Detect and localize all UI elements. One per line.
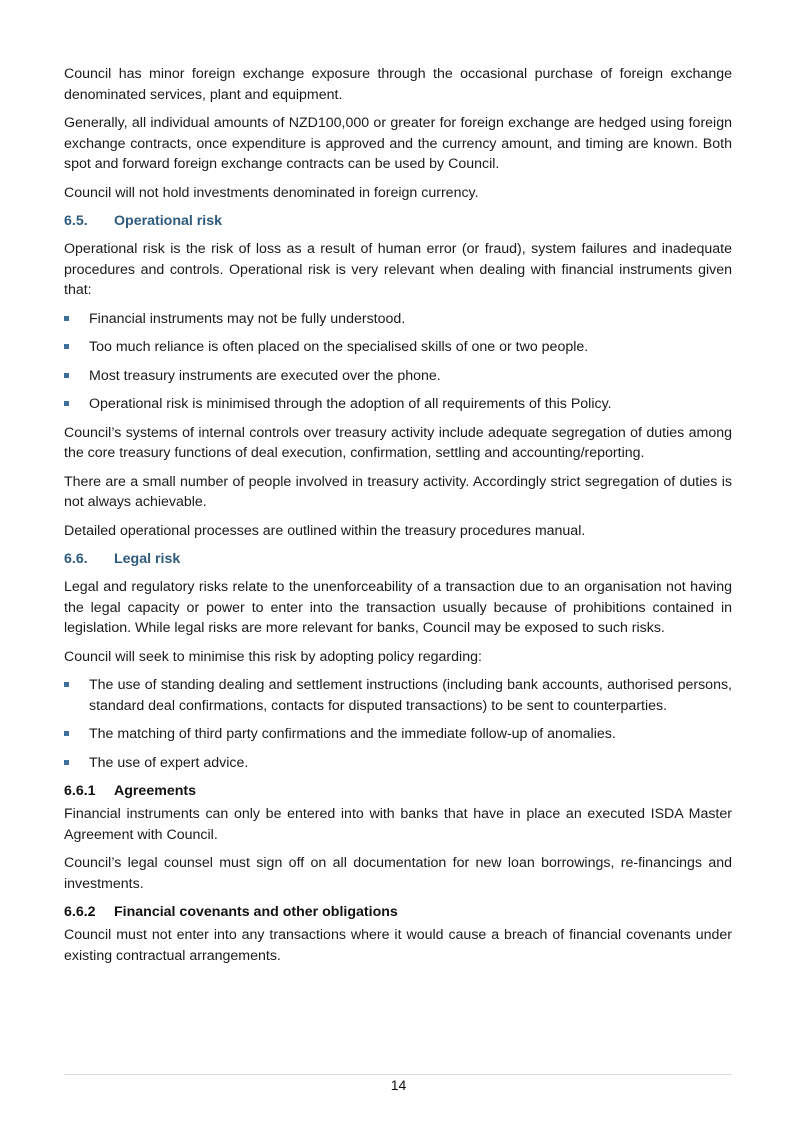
list-item: Too much reliance is often placed on the specialised skills of one or two people.: [64, 337, 732, 358]
list-item: Most treasury instruments are executed over the phone.: [64, 366, 732, 387]
paragraph: Council’s systems of internal controls over treasury activity include adequate segregation of duties among the core treasury functions of deal execution, confirmation, settling and accounting/reporting.: [64, 424, 732, 461]
section-title: Agreements: [114, 783, 197, 799]
square-bullet-icon: [64, 731, 69, 736]
section-title: Operational risk: [114, 213, 223, 229]
section-number: 6.6.: [64, 551, 88, 567]
square-bullet-icon: [64, 344, 69, 349]
document-page: [64, 64, 732, 974]
paragraph: Council has minor foreign exchange exposure through the occasional purchase of foreign exchange denominated services, plant and equipment.: [64, 66, 732, 103]
section-heading-legal-risk: [64, 549, 732, 569]
paragraph: Council’s legal counsel must sign off on all documentation for new loan borrowings, re-financings and investments.: [64, 855, 732, 892]
section-number: 6.6.1: [64, 783, 96, 799]
square-bullet-icon: [64, 682, 69, 687]
paragraph: Council will seek to minimise this risk by adopting policy regarding:: [64, 648, 482, 665]
subsection-heading-financial-covenants: [64, 902, 732, 922]
footer-divider: [64, 1074, 732, 1075]
square-bullet-icon: [64, 760, 69, 765]
paragraph: Financial instruments can only be entered into with banks that have in place an executed ISDA Master Agreement with Council.: [64, 806, 732, 843]
square-bullet-icon: [64, 373, 69, 378]
paragraph: Council will not hold investments denominated in foreign currency.: [64, 184, 479, 201]
section-title: Financial covenants and other obligations: [114, 904, 398, 920]
list-item: The use of standing dealing and settlement instructions (including bank accounts, authorised persons, standard deal confirmations, contacts for disputed transactions) to be sent to counterparties.: [64, 675, 732, 716]
section-number: 6.5.: [64, 213, 88, 229]
list-item: Financial instruments may not be fully understood.: [64, 309, 732, 330]
list-item: Operational risk is minimised through the adoption of all requirements of this Policy.: [64, 394, 732, 415]
paragraph: Detailed operational processes are outlined within the treasury procedures manual.: [64, 522, 586, 539]
section-number: 6.6.2: [64, 904, 96, 920]
page-number: 14: [390, 1077, 407, 1093]
paragraph: Operational risk is the risk of loss as a result of human error (or fraud), system failures and inadequate procedures and controls. Operational risk is very relevant when dealing with financial instruments given that:: [64, 241, 732, 298]
paragraph: Generally, all individual amounts of NZD100,000 or greater for foreign exchange are hedged using foreign exchange contracts, once expenditure is approved and the currency amount, and timing are known. Both spot and forward foreign exchange contracts can be used by Council.: [64, 115, 732, 172]
square-bullet-icon: [64, 316, 69, 321]
paragraph: There are a small number of people involved in treasury activity. Accordingly strict segregation of duties is not always achievable.: [64, 473, 732, 510]
section-title: Legal risk: [114, 551, 181, 567]
bullet-list: [64, 309, 732, 415]
section-heading-operational-risk: [64, 211, 732, 231]
paragraph: Legal and regulatory risks relate to the unenforceability of a transaction due to an organisation not having the legal capacity or power to enter into the transaction usually because of prohibitions contained in legislation. While legal risks are more relevant for banks, Council may be exposed to such risks.: [64, 579, 732, 636]
list-item: The matching of third party confirmations and the immediate follow-up of anomalies.: [64, 724, 732, 745]
paragraph: Council must not enter into any transactions where it would cause a breach of financial covenants under existing contractual arrangements.: [64, 927, 732, 964]
square-bullet-icon: [64, 401, 69, 406]
list-item: The use of expert advice.: [64, 753, 732, 774]
subsection-heading-agreements: [64, 781, 732, 801]
bullet-list: [64, 675, 732, 773]
